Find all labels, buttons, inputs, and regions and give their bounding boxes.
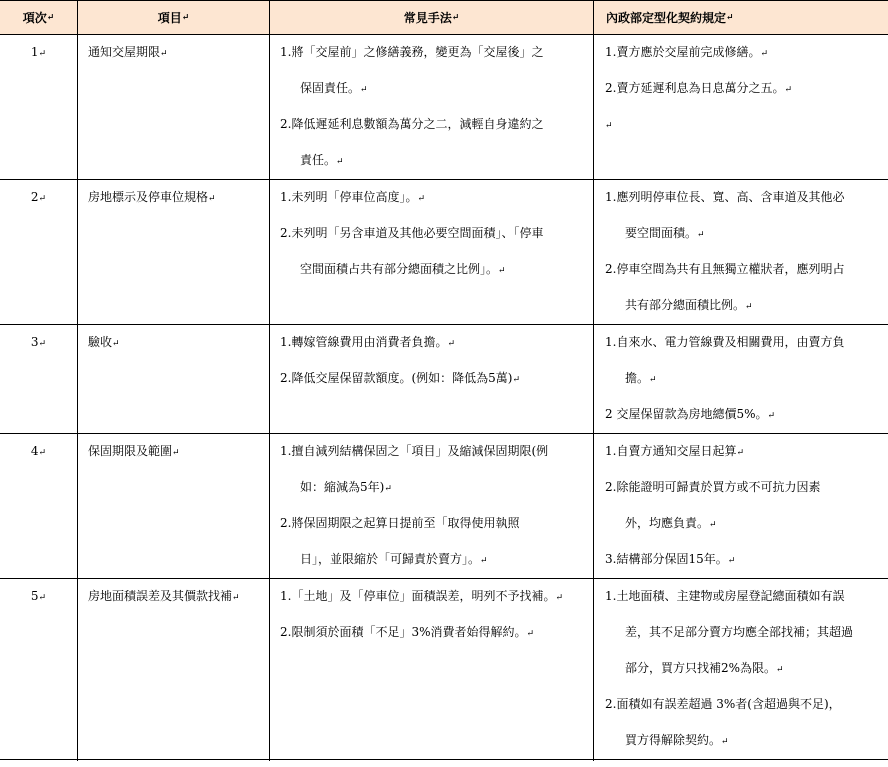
- paragraph-mark: ↵: [767, 411, 776, 421]
- row-rule: [605, 442, 887, 586]
- row-item: 驗收↵: [88, 335, 120, 349]
- row-rule: [605, 587, 887, 767]
- row-method: [280, 188, 592, 296]
- cell-text-line: 2.賣方延遲利息為日息萬分之五。↵: [605, 81, 792, 95]
- header-cell-method: 常見手法 ↵: [403, 11, 460, 25]
- paragraph-mark: ↵: [360, 85, 368, 95]
- cell-text-line: 2.除能證明可歸責於買方或不可抗力因素: [605, 480, 821, 494]
- cell-text-line: 1.轉嫁管線費用由消費者負擔。↵: [280, 335, 455, 349]
- row-method: [280, 587, 592, 659]
- cell-text-line: 2.降低交屋保留款額度。(例如：降低為5萬)↵: [280, 371, 520, 385]
- cell-text-line: 1.擅自減列結構保固之「項目」及縮減保固期限(例: [280, 444, 549, 458]
- cell-text-line: 保固責任。↵: [300, 81, 368, 95]
- cell-text-line: 2.未列明「另含車道及其他必要空間面積」、「停車: [280, 226, 544, 240]
- cell-text-line: 1.自賣方通知交屋日起算↵: [605, 444, 744, 458]
- row-method: [280, 333, 592, 405]
- row-method: [280, 442, 592, 586]
- cell-text-line: 1.自來水、電力管線費及相關費用，由賣方負: [605, 335, 845, 349]
- table-border: [77, 0, 78, 761]
- paragraph-mark: ↵: [480, 556, 488, 566]
- header-cell-item: 項目 ↵: [157, 11, 190, 25]
- table-border: [0, 34, 888, 35]
- cell-text-line: 1.將「交屋前」之修繕義務，變更為「交屋後」之: [280, 45, 544, 59]
- cell-text-line: 1.應列明停車位長、寬、高、含車道及其他必: [605, 190, 845, 204]
- cell-text-line: 買方得解除契約。↵: [625, 733, 729, 747]
- row-number: 4↵: [30, 444, 47, 458]
- paragraph-mark: ↵: [649, 375, 657, 385]
- paragraph-mark: ↵: [605, 121, 613, 131]
- paragraph-mark: ↵: [447, 339, 455, 349]
- paragraph-mark: ↵: [727, 556, 736, 566]
- row-method: [280, 43, 592, 187]
- cell-text-line: 1.土地面積、主建物或房屋登記總面積如有誤: [605, 589, 845, 603]
- table-border: [593, 0, 594, 761]
- table-border: [269, 0, 270, 761]
- paragraph-mark: ↵: [336, 157, 344, 167]
- paragraph-mark: ↵: [555, 593, 563, 603]
- cell-text-line: 共有部分總面積比例。↵: [625, 298, 753, 312]
- cell-text-line: 2.降低遲延利息數額為萬分之二，減輕自身違約之: [280, 117, 544, 131]
- row-item: 通知交屋期限↵: [88, 45, 168, 59]
- paragraph-mark: ↵: [736, 448, 744, 458]
- cell-text-line: 差，其不足部分賣方均應全部找補；其超過: [625, 625, 854, 639]
- cell-text-line: 1.賣方應於交屋前完成修繕。↵: [605, 45, 768, 59]
- cell-text-line: 2.面積如有誤差超過 3%者(含超過與不足)，: [605, 697, 841, 711]
- cell-text-line: 如：縮減為5年)↵: [300, 480, 392, 494]
- cell-text-line: 日」，並限縮於「可歸責於賣方」。↵: [300, 552, 488, 566]
- header-cell-rule: 內政部定型化契約規定 ↵: [606, 11, 734, 25]
- row-item: 房地面積誤差及其價款找補↵: [88, 589, 240, 603]
- cell-text-line: 1.未列明「停車位高度」。↵: [280, 190, 425, 204]
- paragraph-mark: ↵: [512, 375, 520, 385]
- paragraph-mark: ↵: [784, 85, 792, 95]
- cell-text-line: 2.限制須於面積「不足」3%消費者始得解約。↵: [280, 625, 535, 639]
- paragraph-mark: ↵: [760, 49, 768, 59]
- paragraph-mark: ↵: [526, 629, 535, 639]
- paragraph-mark: ↵: [498, 266, 506, 276]
- cell-text-line: 3.結構部分保固15年。↵: [605, 552, 736, 566]
- cell-text-line: [605, 115, 887, 151]
- row-rule: [605, 43, 887, 151]
- cell-text-line: 擔。↵: [625, 371, 657, 385]
- cell-text-line: 責任。↵: [300, 153, 344, 167]
- paragraph-mark: ↵: [721, 737, 729, 747]
- paragraph-mark: ↵: [745, 302, 753, 312]
- row-number: 1↵: [30, 45, 47, 59]
- row-rule: [605, 333, 887, 441]
- cell-text-line: 部分，買方只找補2%為限。↵: [625, 661, 784, 675]
- row-number: 2↵: [30, 190, 47, 204]
- header-cell-number: 項次 ↵: [22, 11, 55, 25]
- paragraph-mark: ↵: [709, 520, 717, 530]
- row-rule: [605, 188, 887, 332]
- cell-text-line: 空間面積占共有部分總面積之比例」。↵: [300, 262, 506, 276]
- cell-text-line: 2.將保固期限之起算日提前至「取得使用執照: [280, 516, 520, 530]
- paragraph-mark: ↵: [384, 484, 392, 494]
- cell-text-line: 2 交屋保留款為房地總價5%。↵: [605, 407, 776, 421]
- row-number: 3↵: [30, 335, 47, 349]
- cell-text-line: 外，均應負責。↵: [625, 516, 717, 530]
- row-item: 房地標示及停車位規格↵: [88, 190, 216, 204]
- row-number: 5↵: [30, 589, 47, 603]
- paragraph-mark: ↵: [417, 194, 425, 204]
- paragraph-mark: ↵: [776, 665, 784, 675]
- cell-text-line: 2.停車空間為共有且無獨立權狀者，應列明占: [605, 262, 845, 276]
- row-item: 保固期限及範圍↵: [88, 444, 180, 458]
- cell-text-line: 1.「土地」及「停車位」面積誤差，明列不予找補。↵: [280, 589, 563, 603]
- paragraph-mark: ↵: [697, 230, 705, 240]
- cell-text-line: 要空間面積。↵: [625, 226, 705, 240]
